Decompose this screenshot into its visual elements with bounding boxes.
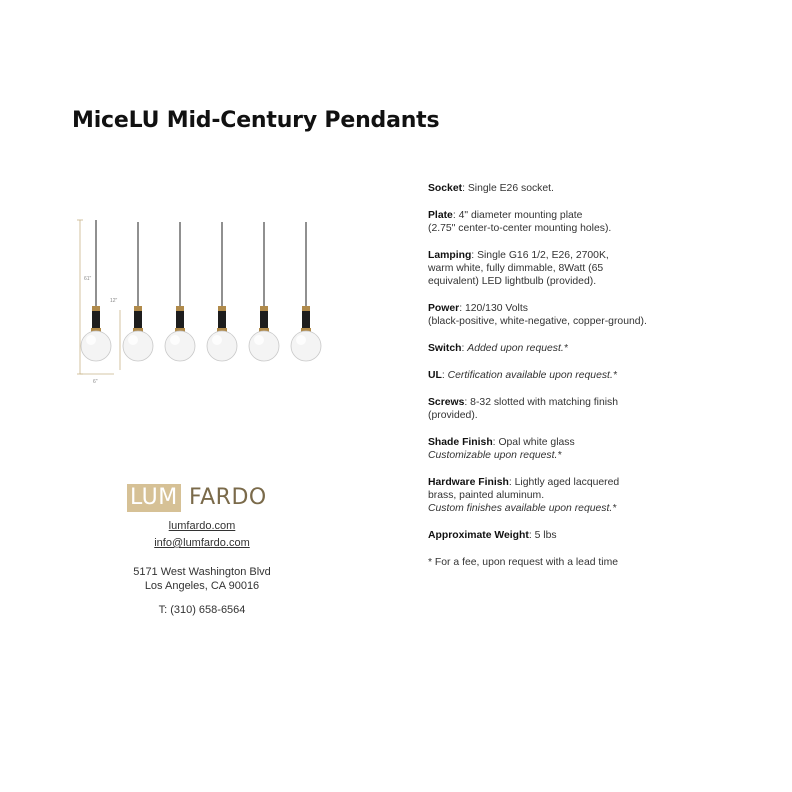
pendant-socket-body — [218, 311, 226, 328]
drop-dimension-label: 12" — [110, 298, 118, 304]
spec-weight — [428, 529, 728, 542]
pendant-globe — [165, 331, 195, 361]
website-link[interactable]: lumfardo.com — [168, 520, 236, 532]
pendant — [165, 222, 195, 361]
spec-value: : 8-32 slotted with matching finish — [464, 397, 619, 408]
pendant-cap — [218, 306, 226, 311]
pendant-globe — [291, 331, 321, 361]
spec-sep: : — [441, 370, 448, 381]
height-dimension-label: 61" — [84, 276, 92, 282]
pendant-group — [81, 220, 321, 361]
spec-label: Hardware Finish — [428, 477, 509, 488]
spec-footnote: * For a fee, upon request with a lead time — [428, 557, 619, 568]
spec-value: (provided). — [428, 410, 478, 421]
spec-label: Plate — [428, 210, 453, 221]
spec-value: : Single G16 1/2, E26, 2700K, — [471, 250, 609, 261]
spec-value: (black-positive, white-negative, copper-ground). — [428, 316, 647, 327]
website-link-wrap — [112, 520, 292, 532]
page-title: MiceLU Mid-Century Pendants — [72, 108, 440, 133]
spec-power — [428, 302, 728, 328]
brand-logo-lum: LUM — [127, 484, 181, 512]
pendant-globe-highlight — [128, 335, 138, 345]
pendant-socket-body — [92, 311, 100, 328]
email-link-wrap — [112, 537, 292, 549]
pendant-cap — [134, 306, 142, 311]
pendant-cap — [260, 306, 268, 311]
pendant — [123, 222, 153, 361]
pendant-globe — [123, 331, 153, 361]
spec-switch — [428, 342, 728, 355]
pendant-cap — [176, 306, 184, 311]
product-image — [74, 218, 334, 388]
spec-screws — [428, 396, 728, 422]
spec-value: brass, painted aluminum. — [428, 490, 545, 501]
spec-list — [428, 182, 728, 583]
pendant-socket-body — [134, 311, 142, 328]
pendant-globe-highlight — [212, 335, 222, 345]
pendant-globe — [249, 331, 279, 361]
spec-value: : Opal white glass — [492, 437, 575, 448]
brand-logo — [125, 484, 275, 514]
spec-note: Added upon request.* — [467, 343, 568, 354]
pendant-socket-body — [302, 311, 310, 328]
address-line2: Los Angeles, CA 90016 — [144, 580, 260, 592]
brand-logo-fardo: FARDO — [189, 485, 267, 510]
email-link[interactable]: info@lumfardo.com — [154, 537, 250, 549]
spec-label: Shade Finish — [428, 437, 493, 448]
pendant — [207, 222, 237, 361]
spec-label: Screws — [428, 397, 465, 408]
pendant-cap — [92, 306, 100, 311]
spec-label: Power — [428, 303, 460, 314]
spec-value: (2.75" center-to-center mounting holes). — [428, 223, 612, 234]
spec-socket — [428, 182, 728, 195]
spec-value: equivalent) LED lightbulb (provided). — [428, 276, 597, 287]
pendant — [291, 222, 321, 361]
pendant-globe-highlight — [86, 335, 96, 345]
spec-value: warm white, fully dimmable, 8Watt (65 — [428, 263, 604, 274]
pendant-globe-highlight — [254, 335, 264, 345]
spec-label: Approximate Weight — [428, 530, 529, 541]
spec-value: : 5 lbs — [528, 530, 557, 541]
spec-label: UL — [428, 370, 442, 381]
spec-label: Switch — [428, 343, 462, 354]
pendant-socket-body — [176, 311, 184, 328]
pendant-globe-highlight — [170, 335, 180, 345]
phone: T: (310) 658-6564 — [158, 604, 246, 616]
spec-plate — [428, 209, 728, 235]
spec-value: : Single E26 socket. — [462, 183, 554, 194]
spec-sep: : — [461, 343, 468, 354]
spec-note: Custom finishes available upon request.* — [428, 503, 617, 514]
pendant-socket-body — [260, 311, 268, 328]
spec-shade-finish — [428, 436, 728, 462]
address-line1: 5171 West Washington Blvd — [133, 566, 271, 578]
spec-note: Certification available upon request.* — [447, 370, 617, 381]
pendant — [249, 222, 279, 361]
spec-ul — [428, 369, 728, 382]
pendant-globe-highlight — [296, 335, 306, 345]
spec-hardware-finish — [428, 476, 728, 515]
pendant-cap — [302, 306, 310, 311]
spec-value: : 120/130 Volts — [459, 303, 528, 314]
pendants-drawing — [74, 218, 334, 388]
spec-lamping — [428, 249, 728, 288]
pendant-globe — [81, 331, 111, 361]
pendant-globe — [207, 331, 237, 361]
spec-label: Lamping — [428, 250, 472, 261]
pendant — [81, 220, 111, 361]
spec-value: : 4" diameter mounting plate — [452, 210, 583, 221]
width-dimension-label: 6" — [93, 379, 98, 385]
spec-value: : Lightly aged lacquered — [508, 477, 620, 488]
spec-label: Socket — [428, 183, 463, 194]
spec-note: Customizable upon request.* — [428, 450, 562, 461]
